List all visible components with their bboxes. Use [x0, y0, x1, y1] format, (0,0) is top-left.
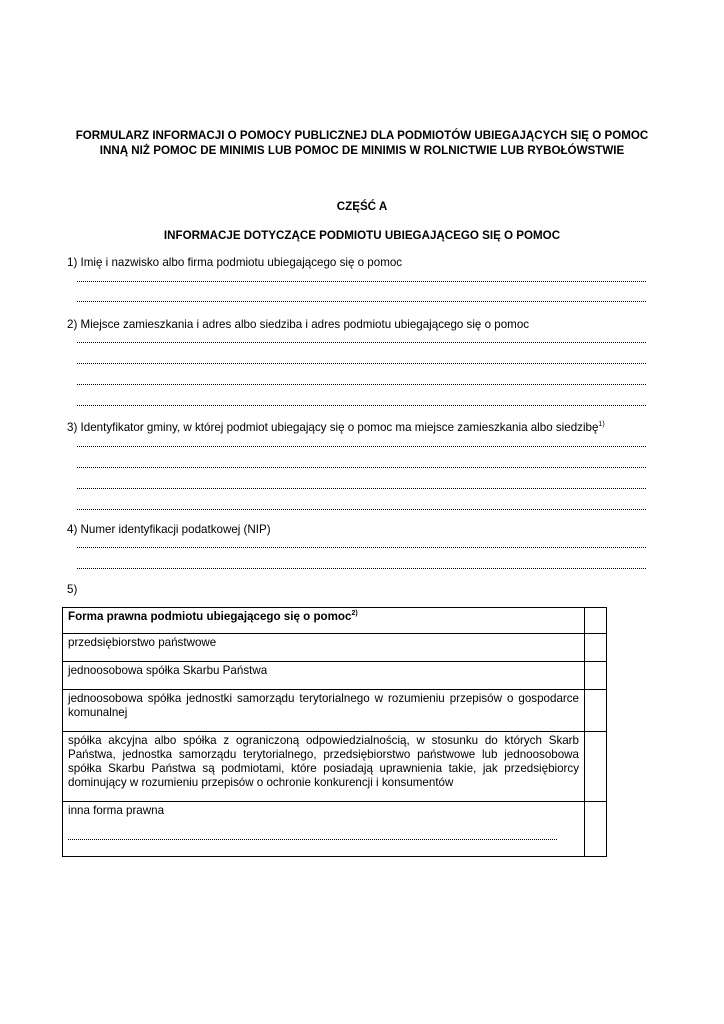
question-3-answer-line-1[interactable] [77, 445, 646, 447]
question-2-answer-line-4[interactable] [77, 404, 646, 406]
legal-form-option-label: inna forma prawna [68, 804, 165, 817]
legal-form-option-label: jednoosobowa spółka Skarbu Państwa [63, 662, 585, 690]
legal-form-option-checkbox-other[interactable] [585, 802, 607, 857]
legal-form-option-label: przedsiębiorstwo państwowe [63, 634, 585, 662]
footnote-1-marker: 1) [598, 421, 605, 428]
legal-form-option-checkbox-municipal-company[interactable] [585, 690, 607, 732]
question-1-answer-line-1[interactable] [77, 280, 646, 282]
question-3-label-text: 3) Identyfikator gminy, w której podmiot ubiegający się o pomoc ma miejsce zamieszkania albo siedzibę [67, 421, 599, 434]
question-3-answer-line-3[interactable] [77, 487, 646, 489]
question-3-answer-line-2[interactable] [77, 466, 646, 468]
legal-form-option-other [63, 802, 585, 857]
question-4-answer-line-1[interactable] [77, 546, 646, 548]
legal-form-header-row [63, 608, 607, 634]
question-2-answer-line-1[interactable] [77, 341, 646, 343]
legal-form-option-row [63, 634, 607, 662]
question-5-label: 5) [67, 583, 78, 596]
legal-form-option-label: spółka akcyjna albo spółka z ograniczoną odpowiedzialnością, w stosunku do których Skarb Państwa, jednostka samorządu terytorialnego, przedsiębiorstwo państwowe lub jednoosobowa spółka Skarbu Państwa są podmiotami, które posiadają uprawnienia takie, jak przedsiębiorcy dominujący w rozumieniu przepisów o ochronie konkurencji i konsumentów [63, 732, 585, 802]
legal-form-option-row [63, 662, 607, 690]
question-1-label: 1) Imię i nazwisko albo firma podmiotu ubiegającego się o pomoc [67, 256, 403, 269]
legal-form-option-label: jednoosobowa spółka jednostki samorządu terytorialnego w rozumieniu przepisów o gospodarce komunalnej [63, 690, 585, 732]
question-3-answer-line-4[interactable] [77, 508, 646, 510]
form-title-line-2: INNĄ NIŻ POMOC DE MINIMIS LUB POMOC DE MINIMIS W ROLNICTWIE LUB RYBOŁÓWSTWIE [99, 144, 625, 157]
other-legal-form-input-line[interactable] [68, 838, 557, 840]
legal-form-option-row [63, 732, 607, 802]
question-3-label [67, 421, 605, 435]
form-title [40, 128, 684, 158]
legal-form-header [63, 608, 585, 634]
legal-form-option-row [63, 802, 607, 857]
part-heading: CZĘŚĆ A [336, 200, 388, 213]
section-heading: INFORMACJE DOTYCZĄCE PODMIOTU UBIEGAJĄCEGO SIĘ O POMOC [163, 229, 561, 242]
legal-form-option-checkbox-state-controlled-company[interactable] [585, 732, 607, 802]
form-title-line-1: FORMULARZ INFORMACJI O POMOCY PUBLICZNEJ DLA PODMIOTÓW UBIEGAJĄCYCH SIĘ O POMOC [75, 129, 649, 142]
legal-form-header-text: Forma prawna podmiotu ubiegającego się o pomoc [68, 610, 352, 623]
legal-form-option-checkbox-state-enterprise[interactable] [585, 634, 607, 662]
footnote-2-marker: 2) [351, 610, 358, 617]
question-4-answer-line-2[interactable] [77, 567, 646, 569]
legal-form-option-checkbox-treasury-company[interactable] [585, 662, 607, 690]
legal-form-table [62, 607, 607, 857]
question-4-label: 4) Numer identyfikacji podatkowej (NIP) [67, 523, 271, 536]
question-1-answer-line-2[interactable] [77, 300, 646, 302]
question-2-label: 2) Miejsce zamieszkania i adres albo siedziba i adres podmiotu ubiegającego się o pomoc [67, 318, 530, 331]
question-2-answer-line-2[interactable] [77, 362, 646, 364]
legal-form-option-row [63, 690, 607, 732]
legal-form-header-box [585, 608, 607, 634]
question-2-answer-line-3[interactable] [77, 383, 646, 385]
